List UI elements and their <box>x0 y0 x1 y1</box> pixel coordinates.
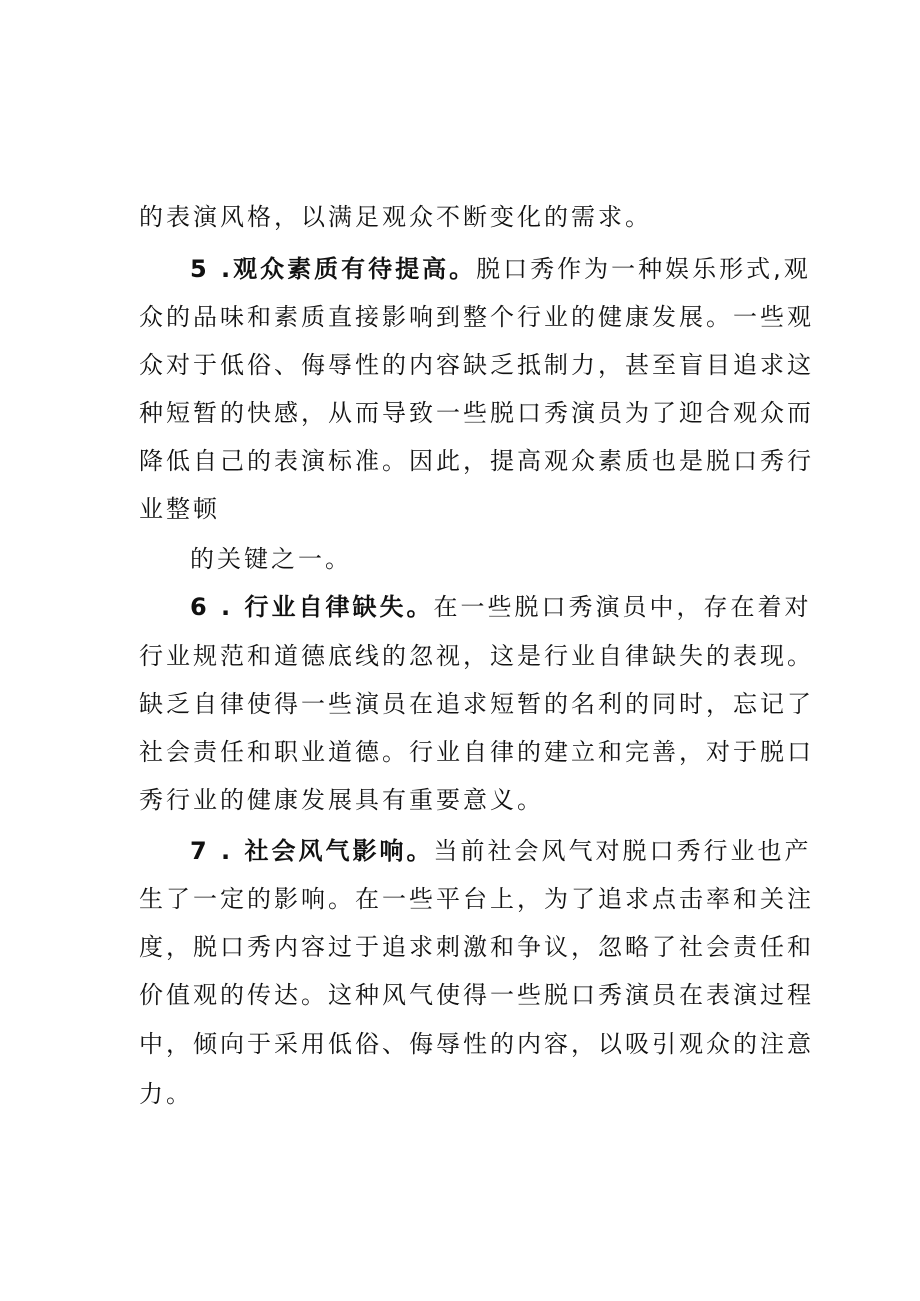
text-span: 种短暂的快感，从而导致一些脱口秀演员为了迎合观众而 <box>139 399 814 427</box>
text-line <box>190 587 812 627</box>
section-heading-6: 6 . 行业自律缺失。 <box>190 593 434 621</box>
text-span: 众的品味和素质直接影响到整个行业的健康发展。一些观 <box>139 303 814 331</box>
text-span: 生了一定的影响。在一些平台上，为了追求点击率和关注 <box>139 885 814 913</box>
text-span: 的表演风格，以满足观众不断变化的需求。 <box>139 203 652 231</box>
text-span: 力。 <box>139 1080 193 1108</box>
text-line <box>139 441 814 481</box>
text-span: 行业规范和道德底线的忽视，这是行业自律缺失的表现。 <box>139 642 814 670</box>
text-line <box>139 1024 814 1064</box>
text-span: 秀行业的健康发展具有重要意义。 <box>139 786 544 814</box>
text-line <box>139 297 814 337</box>
text-span: 脱口秀作为一种娱乐形式,观 <box>476 255 811 283</box>
text-line <box>139 732 814 772</box>
text-span: 在一些脱口秀演员中，存在着对 <box>433 593 812 621</box>
text-span: 价值观的传达。这种风气使得一些脱口秀演员在表演过程 <box>139 981 814 1009</box>
text-span: 中，倾向于采用低俗、侮辱性的内容，以吸引观众的注意 <box>139 1030 814 1058</box>
text-span: 降低自己的表演标准。因此，提高观众素质也是脱口秀行 <box>139 447 814 475</box>
text-line <box>190 539 352 579</box>
text-line <box>139 879 814 919</box>
text-line <box>139 975 814 1015</box>
text-span: 度，脱口秀内容过于追求刺激和争议，忽略了社会责任和 <box>139 933 814 961</box>
text-line <box>139 489 220 529</box>
section-heading-7: 7 . 社会风气影响。 <box>190 837 434 865</box>
text-line <box>139 684 814 724</box>
text-span: 社会责任和职业道德。行业自律的建立和完善，对于脱口 <box>139 738 814 766</box>
text-line <box>139 393 814 433</box>
text-line <box>190 249 811 289</box>
text-line <box>139 1074 193 1114</box>
text-line <box>139 345 814 385</box>
text-span: 当前社会风气对脱口秀行业也产 <box>433 837 812 865</box>
section-heading-5: 5 .观众素质有待提高。 <box>190 255 477 283</box>
text-span: 业整顿 <box>139 495 220 523</box>
text-span: 的关键之一。 <box>190 545 352 573</box>
text-line <box>139 927 814 967</box>
text-line <box>139 636 814 676</box>
text-line <box>139 780 544 820</box>
text-span: 众对于低俗、侮辱性的内容缺乏抵制力，甚至盲目追求这 <box>139 351 814 379</box>
text-span: 缺乏自律使得一些演员在追求短暂的名利的同时，忘记了 <box>139 690 814 718</box>
text-line <box>190 831 812 871</box>
text-line <box>139 197 652 237</box>
